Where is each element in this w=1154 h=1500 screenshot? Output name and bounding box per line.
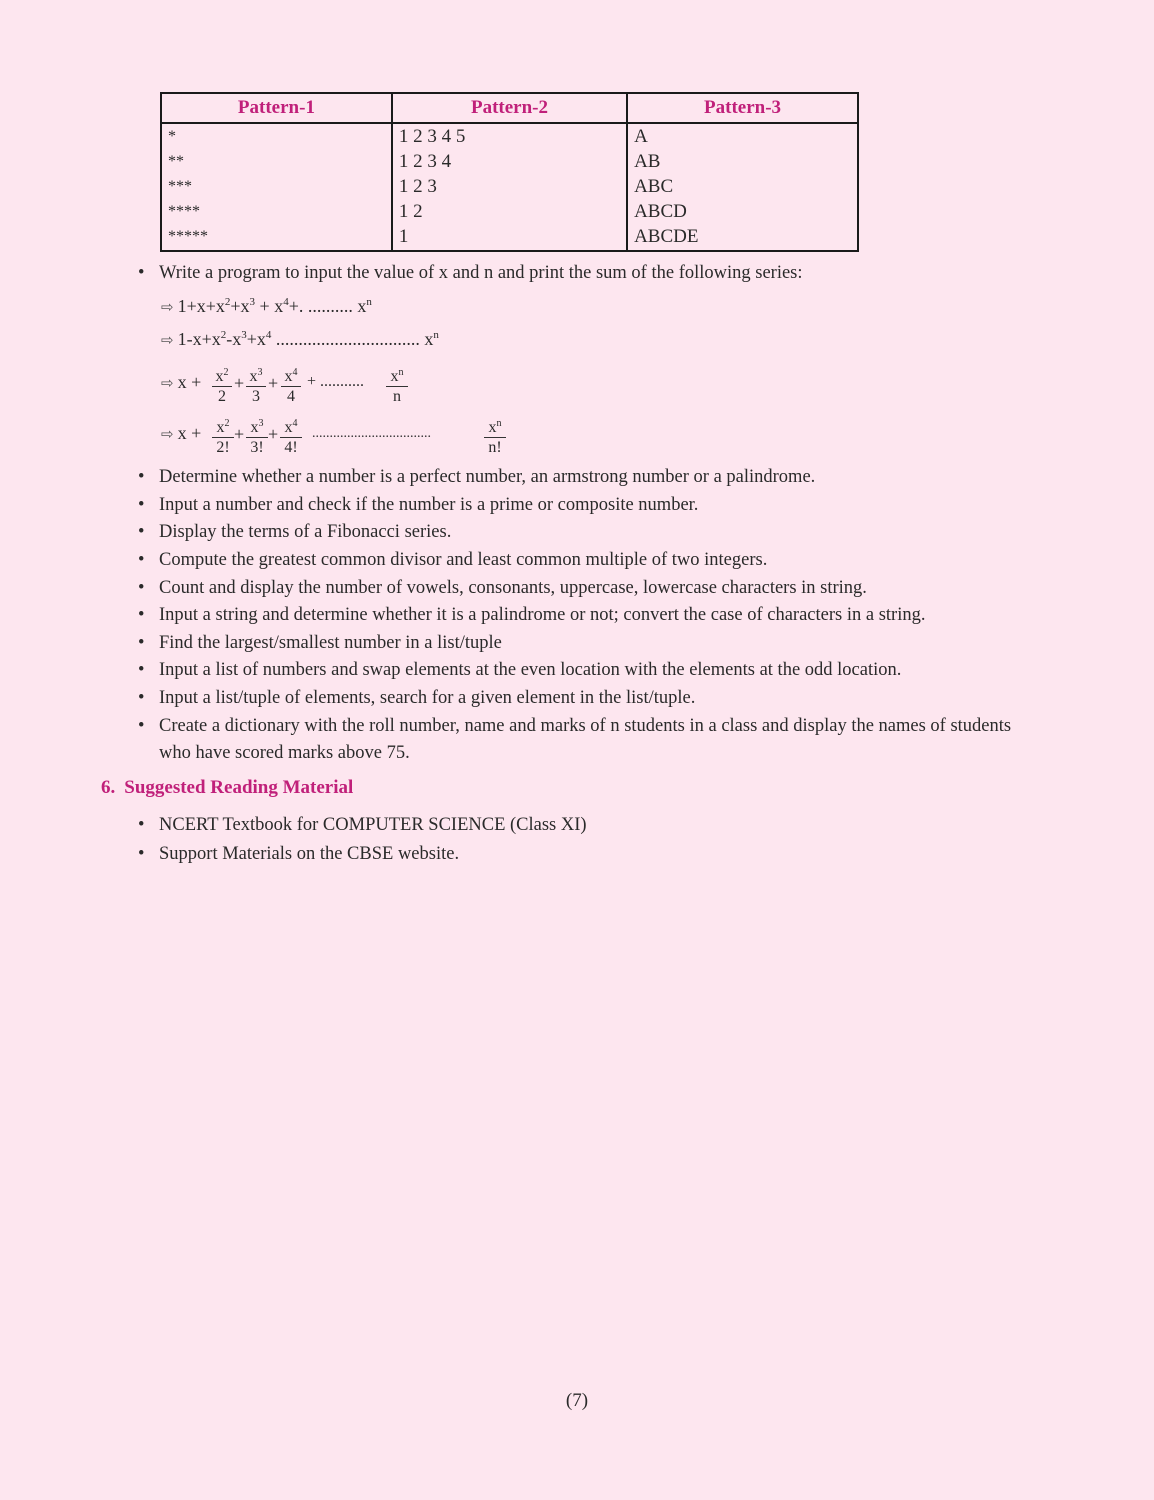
series-1-exp: n bbox=[366, 296, 372, 308]
numerator bbox=[280, 414, 302, 438]
series-2-part: -x bbox=[226, 329, 242, 349]
list-item bbox=[138, 521, 451, 543]
pattern-2-header: Pattern-2 bbox=[392, 93, 627, 123]
denominator: n bbox=[393, 388, 401, 405]
series-1-exp: 4 bbox=[283, 296, 289, 308]
pattern-1-header: Pattern-1 bbox=[161, 93, 392, 123]
denominator: 4 bbox=[287, 388, 295, 405]
list-item-text: Compute the greatest common divisor and least common multiple of two integers. bbox=[159, 550, 768, 570]
series-3-term-n bbox=[386, 363, 408, 406]
list-item-text: Determine whether a number is a perfect number, an armstrong number or a palindrome. bbox=[159, 467, 816, 487]
pattern-2-row: 1 2 3 bbox=[398, 176, 437, 197]
bullet-icon: • bbox=[138, 633, 145, 653]
list-item-text: Find the largest/smallest number in a list/tuple bbox=[159, 633, 502, 653]
section-heading bbox=[101, 777, 353, 799]
list-item bbox=[138, 466, 815, 488]
list-item bbox=[138, 549, 767, 571]
series-2-part: 1-x+x bbox=[177, 329, 221, 349]
series-4-term-2 bbox=[212, 414, 234, 457]
page-number: (7) bbox=[565, 1390, 589, 1411]
pattern-3-row: ABCDE bbox=[634, 226, 699, 247]
list-item bbox=[138, 715, 1011, 737]
pattern-2-row: 1 2 3 4 5 bbox=[398, 126, 466, 147]
bullet-icon: • bbox=[138, 716, 145, 736]
series-2-exp: n bbox=[433, 329, 439, 341]
series-1 bbox=[161, 296, 372, 317]
pattern-3-row: AB bbox=[634, 151, 661, 172]
denominator: 2! bbox=[216, 439, 230, 456]
list-item-text: Input a list/tuple of elements, search for a given element in the list/tuple. bbox=[159, 688, 696, 708]
section-title: Suggested Reading Material bbox=[124, 777, 354, 798]
series-task-item bbox=[138, 262, 803, 284]
reading-item bbox=[138, 814, 587, 836]
denominator: n! bbox=[488, 439, 502, 456]
bullet-icon: • bbox=[138, 660, 145, 680]
pattern-1-row: *** bbox=[168, 178, 192, 195]
pattern-3-row: ABCD bbox=[634, 201, 687, 222]
list-item bbox=[138, 632, 502, 654]
denominator: 3 bbox=[252, 388, 260, 405]
numerator bbox=[212, 363, 232, 387]
series-3-term-3 bbox=[246, 363, 266, 406]
denominator: 3! bbox=[250, 439, 264, 456]
list-item-text: Input a list of numbers and swap elements at the even location with the elements at the odd location. bbox=[159, 660, 902, 680]
pattern-1-cell bbox=[161, 123, 392, 251]
pattern-2-row: 1 2 bbox=[398, 201, 423, 222]
pattern-1-row: * bbox=[168, 128, 176, 145]
numerator-exp: n bbox=[496, 418, 502, 429]
bullet-icon: • bbox=[138, 688, 145, 708]
plus-sign: + bbox=[234, 373, 245, 393]
numerator bbox=[484, 414, 506, 438]
series-2-exp: 2 bbox=[220, 329, 227, 341]
reading-item-text: Support Materials on the CBSE website. bbox=[159, 844, 460, 864]
pattern-3-row: ABC bbox=[634, 176, 674, 197]
series-task-text: Write a program to input the value of x and n and print the sum of the following series: bbox=[159, 263, 803, 283]
pattern-2-row: 1 2 3 4 bbox=[398, 151, 452, 172]
pattern-3-cell bbox=[627, 123, 858, 251]
list-item bbox=[138, 494, 698, 516]
bullet-icon: • bbox=[138, 550, 145, 570]
numerator-base: x bbox=[250, 419, 259, 436]
plus-sign: + bbox=[268, 373, 279, 393]
numerator-exp: 2 bbox=[224, 418, 230, 429]
series-4-lead bbox=[161, 423, 201, 444]
numerator bbox=[212, 414, 234, 438]
series-2-exp: 4 bbox=[265, 329, 272, 341]
list-item-text: Count and display the number of vowels, consonants, uppercase, lowercase characters in string. bbox=[159, 578, 867, 598]
section-number: 6. bbox=[101, 777, 116, 798]
plus-sign: + bbox=[268, 424, 279, 444]
bullet-icon: • bbox=[138, 815, 145, 835]
numerator-exp: n bbox=[398, 367, 404, 378]
series-2 bbox=[161, 329, 439, 350]
bullet-icon: • bbox=[138, 263, 145, 283]
numerator-base: x bbox=[216, 419, 225, 436]
series-1-part: + x bbox=[255, 296, 284, 316]
numerator-base: x bbox=[249, 368, 258, 385]
numerator-base: x bbox=[488, 419, 497, 436]
list-item-text: Input a string and determine whether it is a palindrome or not; convert the case of characters in a string. bbox=[159, 605, 926, 625]
bullet-icon: • bbox=[138, 495, 145, 515]
series-4-lead-text: x + bbox=[177, 423, 202, 443]
pattern-3-row: A bbox=[634, 126, 648, 147]
denominator: 4! bbox=[284, 439, 298, 456]
list-item bbox=[138, 659, 901, 681]
pattern-1-row: ** bbox=[168, 153, 184, 170]
series-1-exp: 3 bbox=[249, 296, 256, 308]
bullet-icon: • bbox=[138, 522, 145, 542]
numerator bbox=[281, 363, 301, 387]
series-4-term-4 bbox=[280, 414, 302, 457]
pattern-3-header: Pattern-3 bbox=[627, 93, 858, 123]
series-4-term-3 bbox=[246, 414, 268, 457]
plus-sign: + bbox=[234, 424, 245, 444]
series-3-tail: + ........... bbox=[307, 373, 365, 390]
list-item-text: Input a number and check if the number is a prime or composite number. bbox=[159, 495, 699, 515]
arrow-right-icon: ⇨ bbox=[161, 425, 174, 443]
numerator-exp: 3 bbox=[258, 418, 264, 429]
series-3-term-2 bbox=[212, 363, 232, 406]
numerator-base: x bbox=[215, 368, 224, 385]
numerator-base: x bbox=[284, 368, 293, 385]
bullet-icon: • bbox=[138, 605, 145, 625]
denominator: 2 bbox=[218, 388, 226, 405]
reading-item bbox=[138, 843, 459, 865]
series-1-part: +. .......... x bbox=[288, 296, 367, 316]
numerator bbox=[246, 363, 266, 387]
series-2-part: ................................ x bbox=[271, 329, 434, 349]
reading-item-text: NCERT Textbook for COMPUTER SCIENCE (Class XI) bbox=[159, 815, 587, 835]
arrow-right-icon: ⇨ bbox=[161, 374, 174, 392]
series-1-part: +x bbox=[230, 296, 250, 316]
series-2-exp: 3 bbox=[241, 329, 247, 341]
series-2-part: +x bbox=[246, 329, 266, 349]
pattern-2-cell bbox=[392, 123, 627, 251]
pattern-2-row: 1 bbox=[398, 226, 409, 247]
series-3-lead bbox=[161, 372, 201, 393]
numerator-base: x bbox=[390, 368, 399, 385]
numerator bbox=[246, 414, 268, 438]
series-1-exp: 2 bbox=[224, 296, 231, 308]
list-item-text: Display the terms of a Fibonacci series. bbox=[159, 522, 452, 542]
series-4-tail: .................................. bbox=[312, 426, 431, 441]
numerator-exp: 4 bbox=[292, 418, 298, 429]
bullet-icon: • bbox=[138, 467, 145, 487]
numerator bbox=[386, 363, 408, 387]
list-item bbox=[138, 577, 867, 599]
arrow-right-icon: ⇨ bbox=[161, 331, 174, 349]
arrow-right-icon: ⇨ bbox=[161, 298, 174, 316]
numerator-exp: 4 bbox=[292, 367, 298, 378]
series-3-term-4 bbox=[281, 363, 301, 406]
series-4-term-n bbox=[484, 414, 506, 457]
bullet-icon: • bbox=[138, 844, 145, 864]
series-1-part: 1+x+x bbox=[177, 296, 225, 316]
numerator-exp: 2 bbox=[223, 367, 229, 378]
pattern-table bbox=[160, 92, 859, 252]
list-item bbox=[138, 604, 925, 626]
bullet-icon: • bbox=[138, 578, 145, 598]
numerator-base: x bbox=[284, 419, 293, 436]
series-3-lead-text: x + bbox=[177, 372, 202, 392]
pattern-1-row: ***** bbox=[168, 228, 208, 245]
list-item-text: Create a dictionary with the roll number, name and marks of n students in a class and display the names of students bbox=[159, 716, 1012, 736]
list-item-continuation: who have scored marks above 75. bbox=[159, 743, 410, 763]
numerator-exp: 3 bbox=[257, 367, 263, 378]
pattern-1-row: **** bbox=[168, 203, 200, 220]
list-item bbox=[138, 687, 695, 709]
